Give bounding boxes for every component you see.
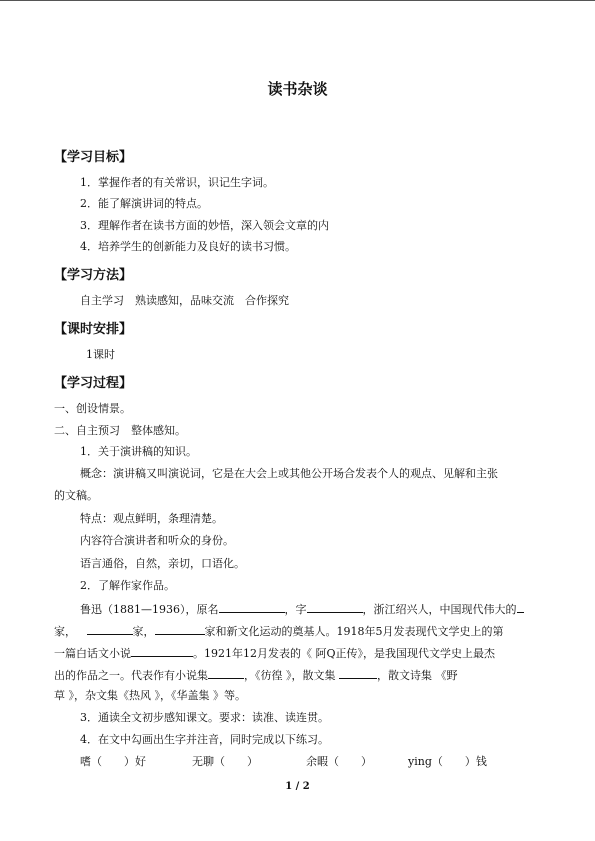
paragraph-line: 内容符合演讲者和听众的身份。 (80, 534, 234, 547)
answer-blank[interactable] (219, 601, 285, 613)
answer-blank[interactable] (307, 601, 363, 613)
methods-text: 自主学习 熟读感知，品味交流 合作探究 (80, 294, 289, 307)
process-step: 一、创设情景。 (54, 402, 131, 415)
paragraph-line: 概念：演讲稿又叫演说词，它是在大会上或其他公开场合发表个人的观点、见解和主张 (80, 467, 498, 480)
goal-item: 1．掌握作者的有关常识，识记生字词。 (80, 176, 274, 189)
section-heading-methods: 【学习方法】 (54, 268, 133, 283)
answer-blank[interactable] (131, 645, 193, 657)
drill-item: 无聊（ ） (192, 755, 258, 768)
paragraph-text: ，散文诗集 《野 (377, 669, 458, 682)
paragraph-text: 鲁迅（1881—1936），原名 (80, 603, 219, 616)
answer-blank[interactable] (87, 623, 133, 635)
process-item: 3．通读全文初步感知课文。要求：读准、读连贯。 (80, 711, 329, 724)
answer-blank[interactable] (339, 667, 377, 679)
fill-blank-line (54, 667, 458, 683)
fill-blank-line (54, 623, 504, 639)
paragraph-line: 草 》，杂文集《热风 》，《华盖集 》等。 (54, 689, 246, 702)
paragraph-line: 语言通俗，自然，亲切，口语化。 (80, 557, 245, 570)
answer-blank[interactable] (155, 623, 205, 635)
answer-blank[interactable] (208, 667, 244, 679)
goal-item: 2．能了解演讲词的特点。 (80, 197, 208, 210)
paragraph-text: ，《彷徨 》，散文集 (244, 669, 336, 682)
paragraph-text: ，字 (284, 603, 307, 616)
schedule-text: 1课时 (86, 348, 115, 361)
paragraph-text: 。1921年12月发表的《 阿Q正传》，是我国现代文学史上最杰 (193, 647, 496, 660)
paragraph-line: 特点：观点鲜明，条理清楚。 (80, 512, 223, 525)
drill-item: ying（ ）钱 (408, 755, 487, 768)
page-top-border (0, 0, 595, 1)
paragraph-text: 家， (132, 625, 155, 638)
goal-item: 3．理解作者在读书方面的妙悟，深入领会文章的内 (80, 219, 329, 232)
process-item: 2．了解作家作品。 (80, 579, 175, 592)
process-step: 二、自主预习 整体感知。 (54, 424, 186, 437)
section-heading-process: 【学习过程】 (54, 376, 133, 391)
page-number: 1 / 2 (285, 781, 310, 792)
paragraph-text: 一篇白话文小说 (54, 647, 131, 660)
fill-blank-line (54, 645, 495, 661)
paragraph-text: 家， (54, 625, 76, 638)
drill-item: 嗜（ ）好 (80, 755, 146, 768)
paragraph-text: ，浙江绍兴人，中国现代伟大的 (362, 603, 517, 616)
document-title: 读书杂谈 (267, 80, 328, 98)
process-item: 1．关于演讲稿的知识。 (80, 445, 197, 458)
section-heading-schedule: 【课时安排】 (54, 322, 133, 337)
goal-item: 4．培养学生的创新能力及良好的读书习惯。 (80, 240, 296, 253)
paragraph-line: 的文稿。 (54, 489, 98, 502)
section-heading-goals: 【学习目标】 (54, 150, 133, 165)
paragraph-text: 家和新文化运动的奠基人。1918年5月发表现代文学史上的第 (204, 625, 504, 638)
process-item: 4．在文中勾画出生字并注音，同时完成以下练习。 (80, 733, 329, 746)
drill-item: 余暇（ ） (306, 755, 372, 768)
fill-blank-line (80, 601, 524, 617)
paragraph-text: 出的作品之一。代表作有小说集 (54, 669, 208, 682)
answer-blank[interactable] (517, 601, 524, 613)
